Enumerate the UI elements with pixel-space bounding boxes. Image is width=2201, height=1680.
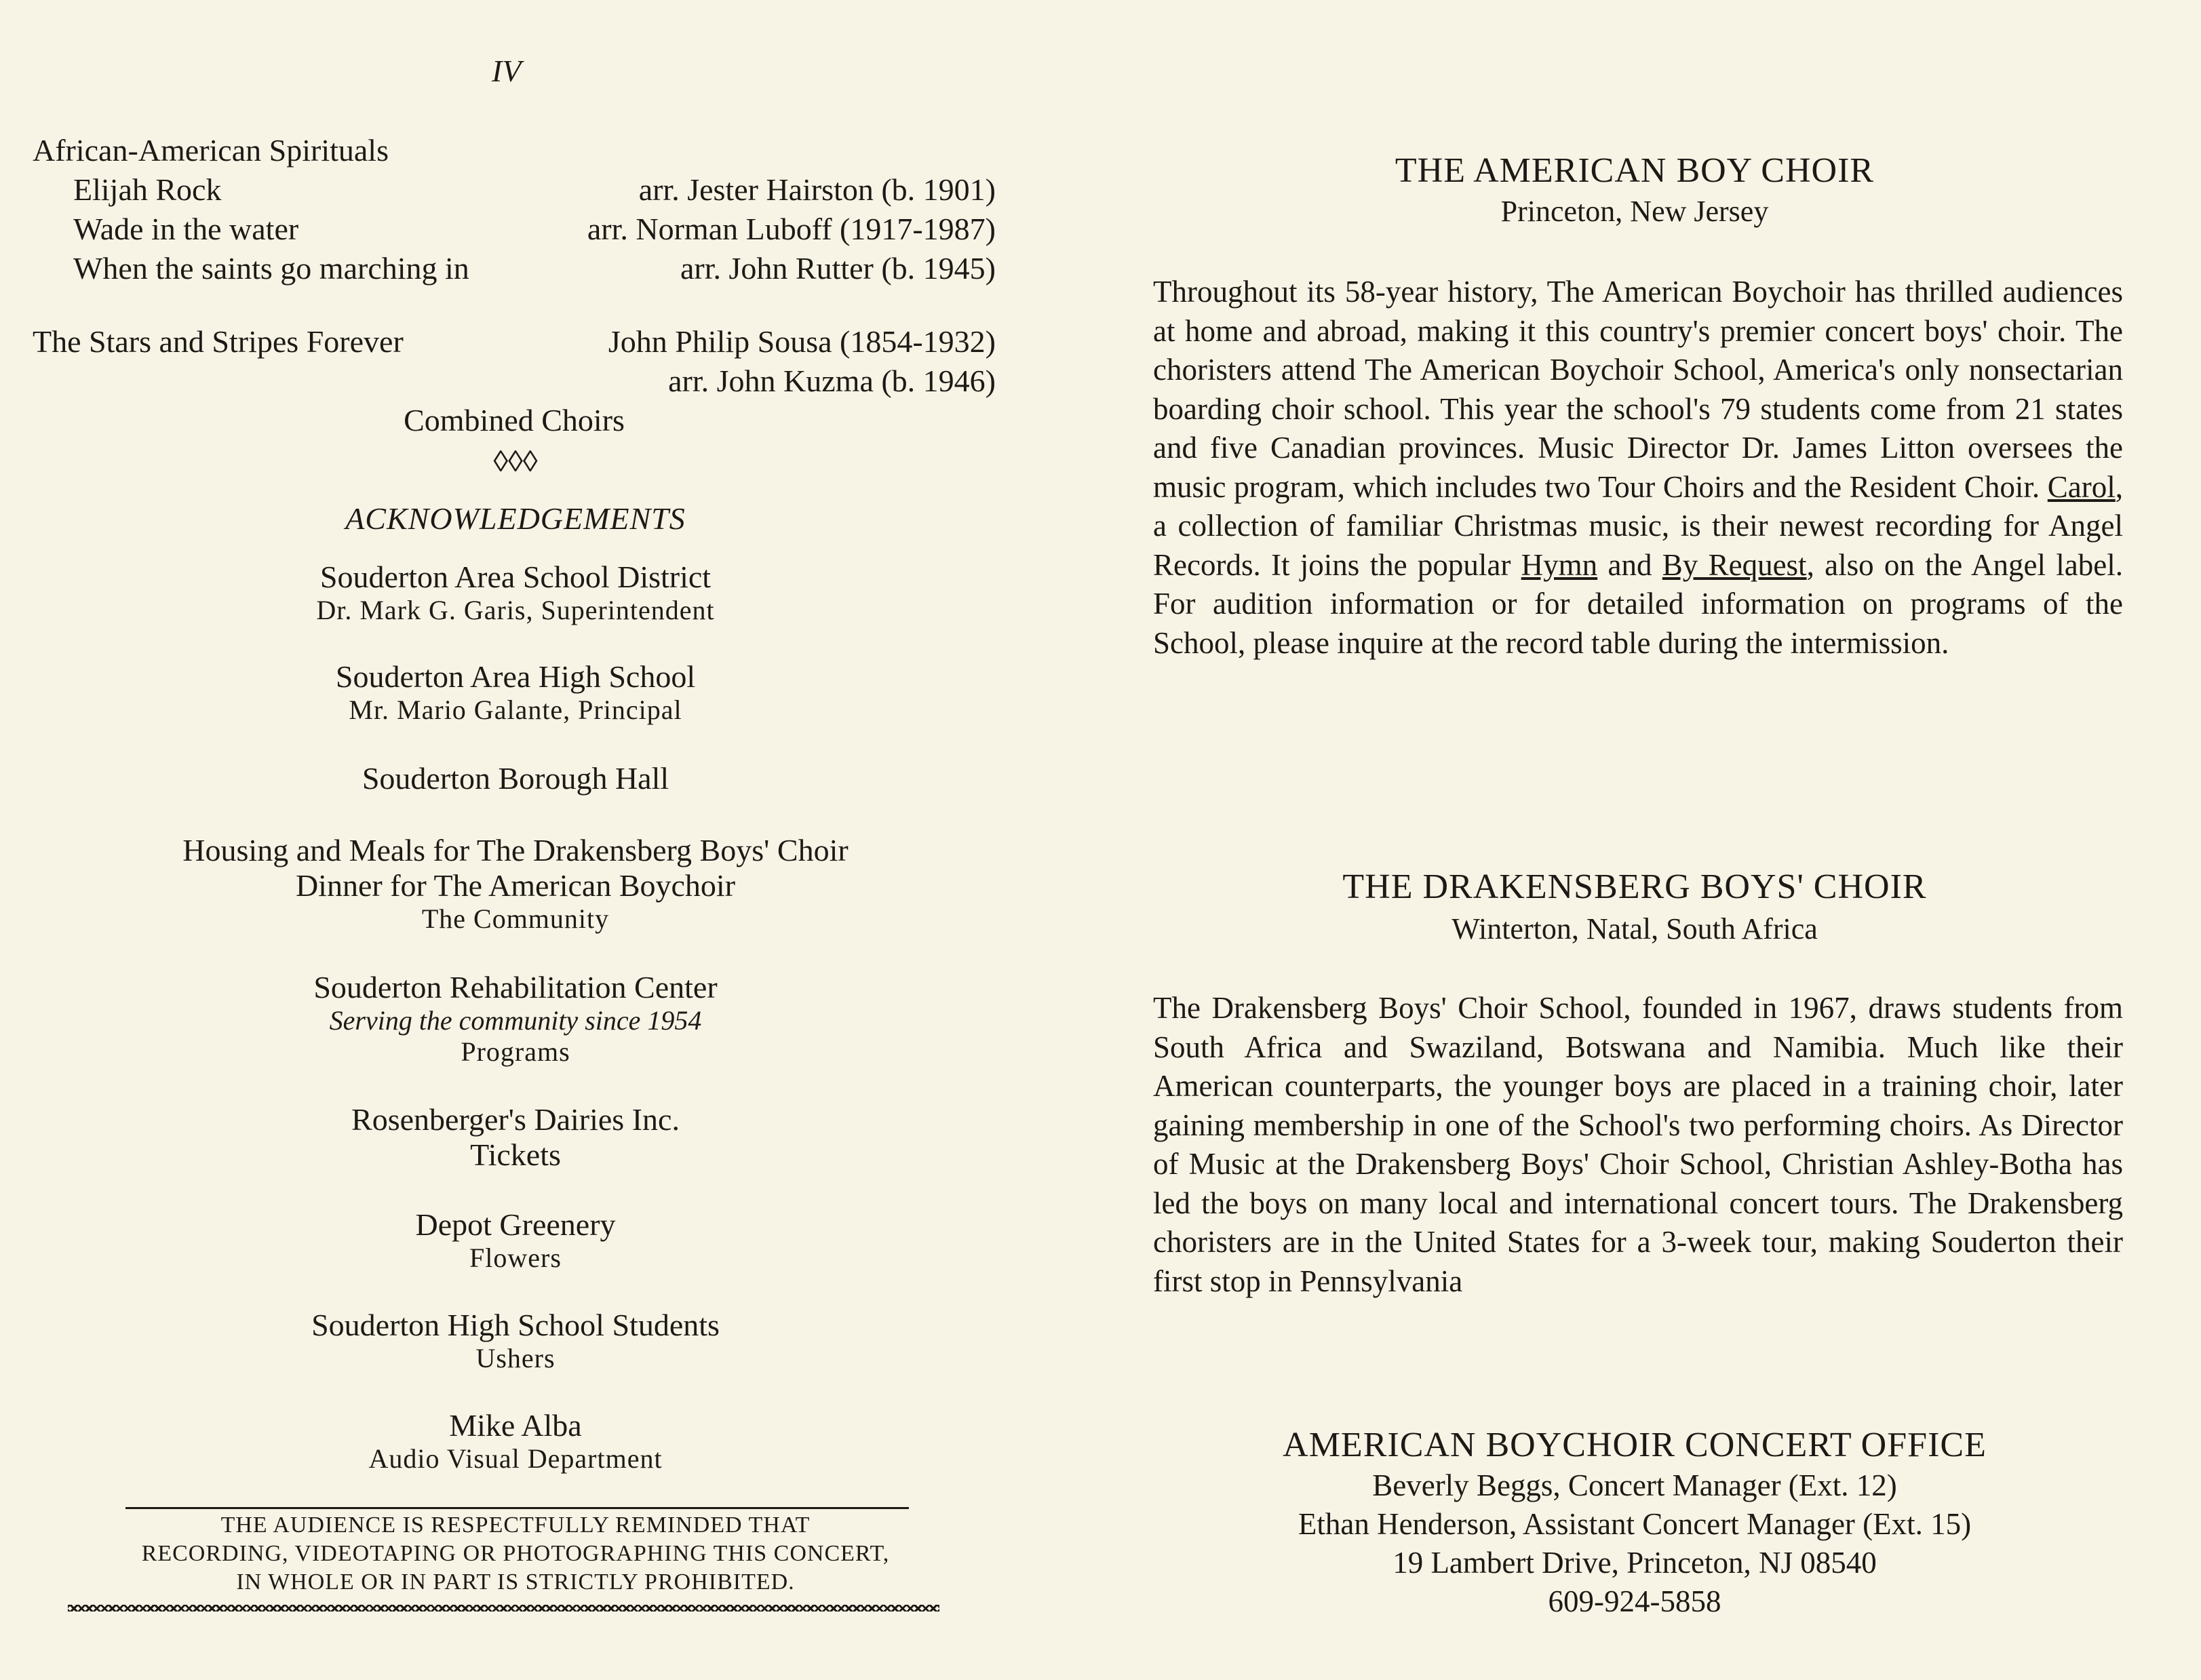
spirituals-heading: African-American Spirituals (33, 133, 389, 168)
piece-title: Elijah Rock (73, 172, 222, 207)
program-item (33, 322, 996, 362)
ack-entry: Rosenberger's Dairies Inc. Tickets (351, 1102, 680, 1172)
ack-entry: Souderton Area School District Dr. Mark G. Garis, Superintendent (316, 560, 715, 625)
ack-entry: Souderton Borough Hall (362, 761, 669, 796)
piece-title: Wade in the water (73, 212, 299, 246)
office-phone: 609-924-5858 (1548, 1584, 1721, 1618)
dbc-title: THE DRAKENSBERG BOYS' CHOIR (1342, 867, 1927, 906)
acknowledgements-heading: ACKNOWLEDGEMENTS (345, 501, 686, 536)
piece-credit: arr. Norman Luboff (1917-1987) (587, 212, 996, 246)
divider-line (125, 1507, 909, 1509)
zigzag-rule (68, 1605, 939, 1611)
dbc-description: The Drakensberg Boys' Choir School, founded in 1967, draws students from South Africa and Swaziland, Botswana and Namibia. Much like their American counterparts, the younger boys are placed in a training choir, later gaining membership in one of the School's two performing choirs. As Director of Music at the Drakensberg Boys' Choir School, Christian Ashley-Botha has led the boys on many local and international concert tours. The Drakensberg choristers are in the United States for a 3-week tour, making Souderton their first stop in Pennsylvania (1153, 991, 2123, 1298)
ack-entry: Souderton Area High School Mr. Mario Galante, Principal (335, 659, 696, 725)
program-item (33, 249, 996, 288)
piece-arranger: arr. John Kuzma (b. 1946) (668, 364, 996, 398)
office-line: Beverly Beggs, Concert Manager (Ext. 12) (1372, 1468, 1897, 1502)
ack-entry: Housing and Meals for The Drakensberg Boys' Choir Dinner for The American Boychoir The Community (182, 833, 849, 934)
piece-title: When the saints go marching in (73, 251, 469, 286)
abc-title: THE AMERICAN BOY CHOIR (1395, 151, 1875, 190)
program-item (33, 170, 996, 210)
ack-entry: Souderton Rehabilitation Center Serving the community since 1954 Programs (313, 970, 718, 1067)
album-carol: Carol (2047, 469, 2116, 504)
office-address: 19 Lambert Drive, Princeton, NJ 08540 (1392, 1546, 1877, 1580)
ack-entry: Mike Alba Audio Visual Department (368, 1408, 663, 1474)
piece-credit: arr. John Rutter (b. 1945) (680, 251, 996, 286)
piece-title: The Stars and Stripes Forever (33, 324, 404, 359)
piece-performers: Combined Choirs (404, 403, 625, 437)
album-hymn: Hymn (1521, 547, 1598, 582)
page-number: IV (492, 54, 522, 88)
piece-credit: arr. Jester Hairston (b. 1901) (638, 172, 996, 207)
program-item (33, 210, 996, 249)
left-page (0, 0, 1058, 1680)
office-title: AMERICAN BOYCHOIR CONCERT OFFICE (1283, 1426, 1987, 1464)
right-page (1126, 0, 2201, 1680)
abc-location: Princeton, New Jersey (1500, 195, 1769, 228)
recording-notice: THE AUDIENCE IS RESPECTFULLY REMINDED THAT RECORDING, VIDEOTAPING OR PHOTOGRAPHING THIS CONCERT, IN WHOLE OR IN PART IS STRICTLY PROHIBITED. (141, 1512, 890, 1595)
piece-composer: John Philip Sousa (1854-1932) (608, 324, 996, 359)
album-by-request: By Request (1662, 547, 1807, 582)
office-line: Ethan Henderson, Assistant Concert Manager (Ext. 15) (1298, 1507, 1972, 1541)
ack-entry: Depot Greenery Flowers (415, 1207, 616, 1273)
concert-office (1126, 1424, 2143, 1621)
abc-description: Throughout its 58-year history, The American Boychoir has thrilled audiences at home and abroad, making it this country's premier concert boys' choir. The choristers attend The American Boychoir School, America's only nonsectarian boarding choir school. This year the school's 79 students come from 21 states and five Canadian provinces. Music Director Dr. James Litton oversees the music program, which includes two Tour Choirs and the Resident Choir. Carol, a collection of familiar Christmas music, is their newest recording for Angel Records. It joins the popular Hymn and By Request, also on the Angel label. For audition information or for detailed information on programs of the School, please inquire at the record table during the intermission. (1153, 275, 2123, 660)
ack-entry: Souderton High School Students Ushers (311, 1308, 720, 1373)
ornament: ◊◊◊ (493, 445, 538, 478)
program-stars (33, 322, 996, 440)
program-spirituals (33, 131, 996, 288)
dbc-location: Winterton, Natal, South Africa (1452, 912, 1818, 945)
